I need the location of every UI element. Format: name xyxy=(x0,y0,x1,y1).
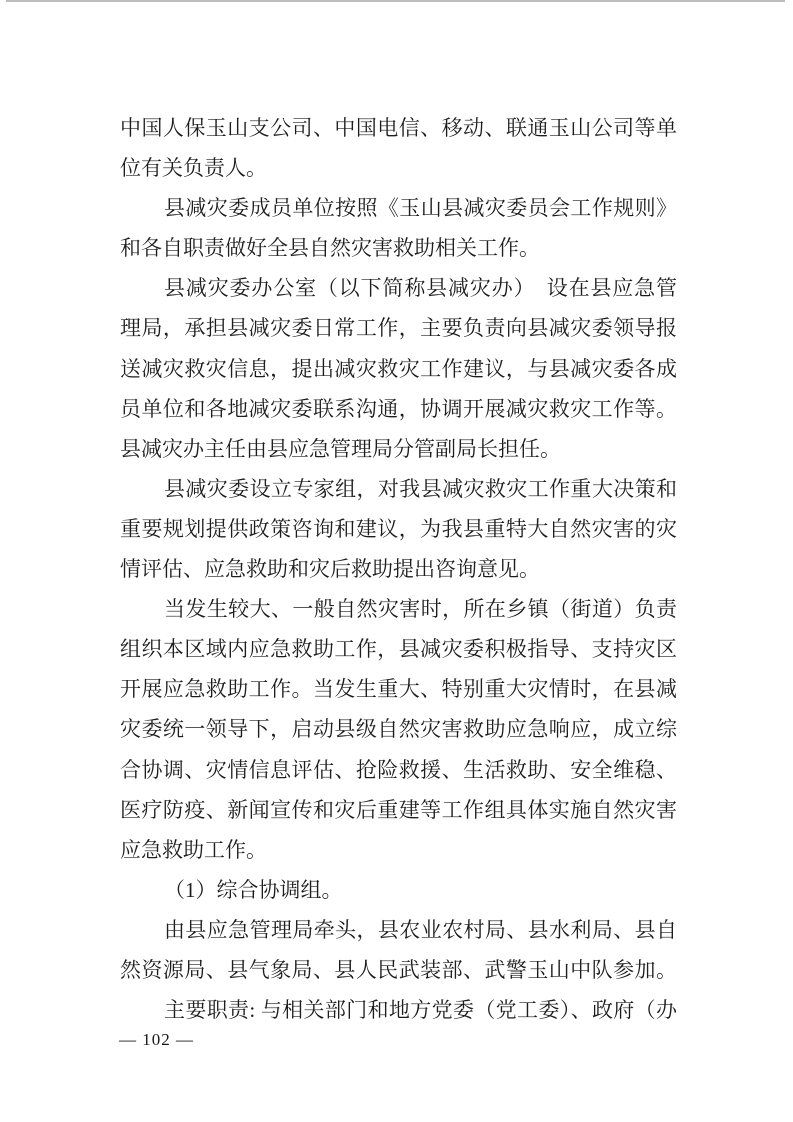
text-line: 员单位和各地减灾委联系沟通，协调开展减灾救灾工作等。 xyxy=(120,396,677,421)
text-line: 灾委统一领导下，启动县级自然灾害救助应急响应，成立综 xyxy=(120,717,677,742)
text-line: 县减灾委成员单位按照《玉山县减灾委员会工作规则》 xyxy=(164,196,677,221)
footer-page-number: — 102 — xyxy=(119,1030,194,1049)
text-line: 和各自职责做好全县自然灾害救助相关工作。 xyxy=(120,236,540,261)
text-line: 位有关负责人。 xyxy=(120,156,267,181)
text-line: 由县应急管理局牵头，县农业农村局、县水利局、县自 xyxy=(164,917,677,942)
text-line: 县减灾委办公室（以下简称县减灾办） 设在县应急管 xyxy=(164,276,677,301)
text-line: 理局，承担县减灾委日常工作，主要负责向县减灾委领导报 xyxy=(120,316,677,341)
text-line: 主要职责: 与相关部门和地方党委（党工委）、政府（办 xyxy=(164,998,677,1023)
text-line: 合协调、灾情信息评估、抢险救援、生活救助、安全维稳、 xyxy=(120,757,677,782)
text-line: 医疗防疫、新闻宣传和灾后重建等工作组具体实施自然灾害 xyxy=(120,797,677,822)
text-line: 开展应急救助工作。当发生重大、特别重大灾情时，在县减 xyxy=(120,677,677,702)
text-line: 中国人保玉山支公司、中国电信、移动、联通玉山公司等单 xyxy=(120,116,677,140)
text-line: 县减灾办主任由县应急管理局分管副局长担任。 xyxy=(120,436,561,461)
document-body xyxy=(120,108,677,1030)
text-line: 县减灾委设立专家组，对我县减灾救灾工作重大决策和 xyxy=(164,476,677,501)
text-line: 当发生较大、一般自然灾害时，所在乡镇（街道）负责 xyxy=(164,597,677,622)
text-line: 重要规划提供政策咨询和建议，为我县重特大自然灾害的灾 xyxy=(120,516,677,541)
text-line: 组织本区域内应急救助工作，县减灾委积极指导、支持灾区 xyxy=(120,637,677,662)
scan-artifact-top-edge xyxy=(6,0,785,2)
text-line: 然资源局、县气象局、县人民武装部、武警玉山中队参加。 xyxy=(120,957,677,982)
text-line: 送减灾救灾信息，提出减灾救灾工作建议，与县减灾委各成 xyxy=(120,356,677,381)
text-line: （1）综合协调组。 xyxy=(164,877,343,902)
text-line: 情评估、应急救助和灾后救助提出咨询意见。 xyxy=(120,557,540,582)
text-line: 应急救助工作。 xyxy=(120,837,267,862)
